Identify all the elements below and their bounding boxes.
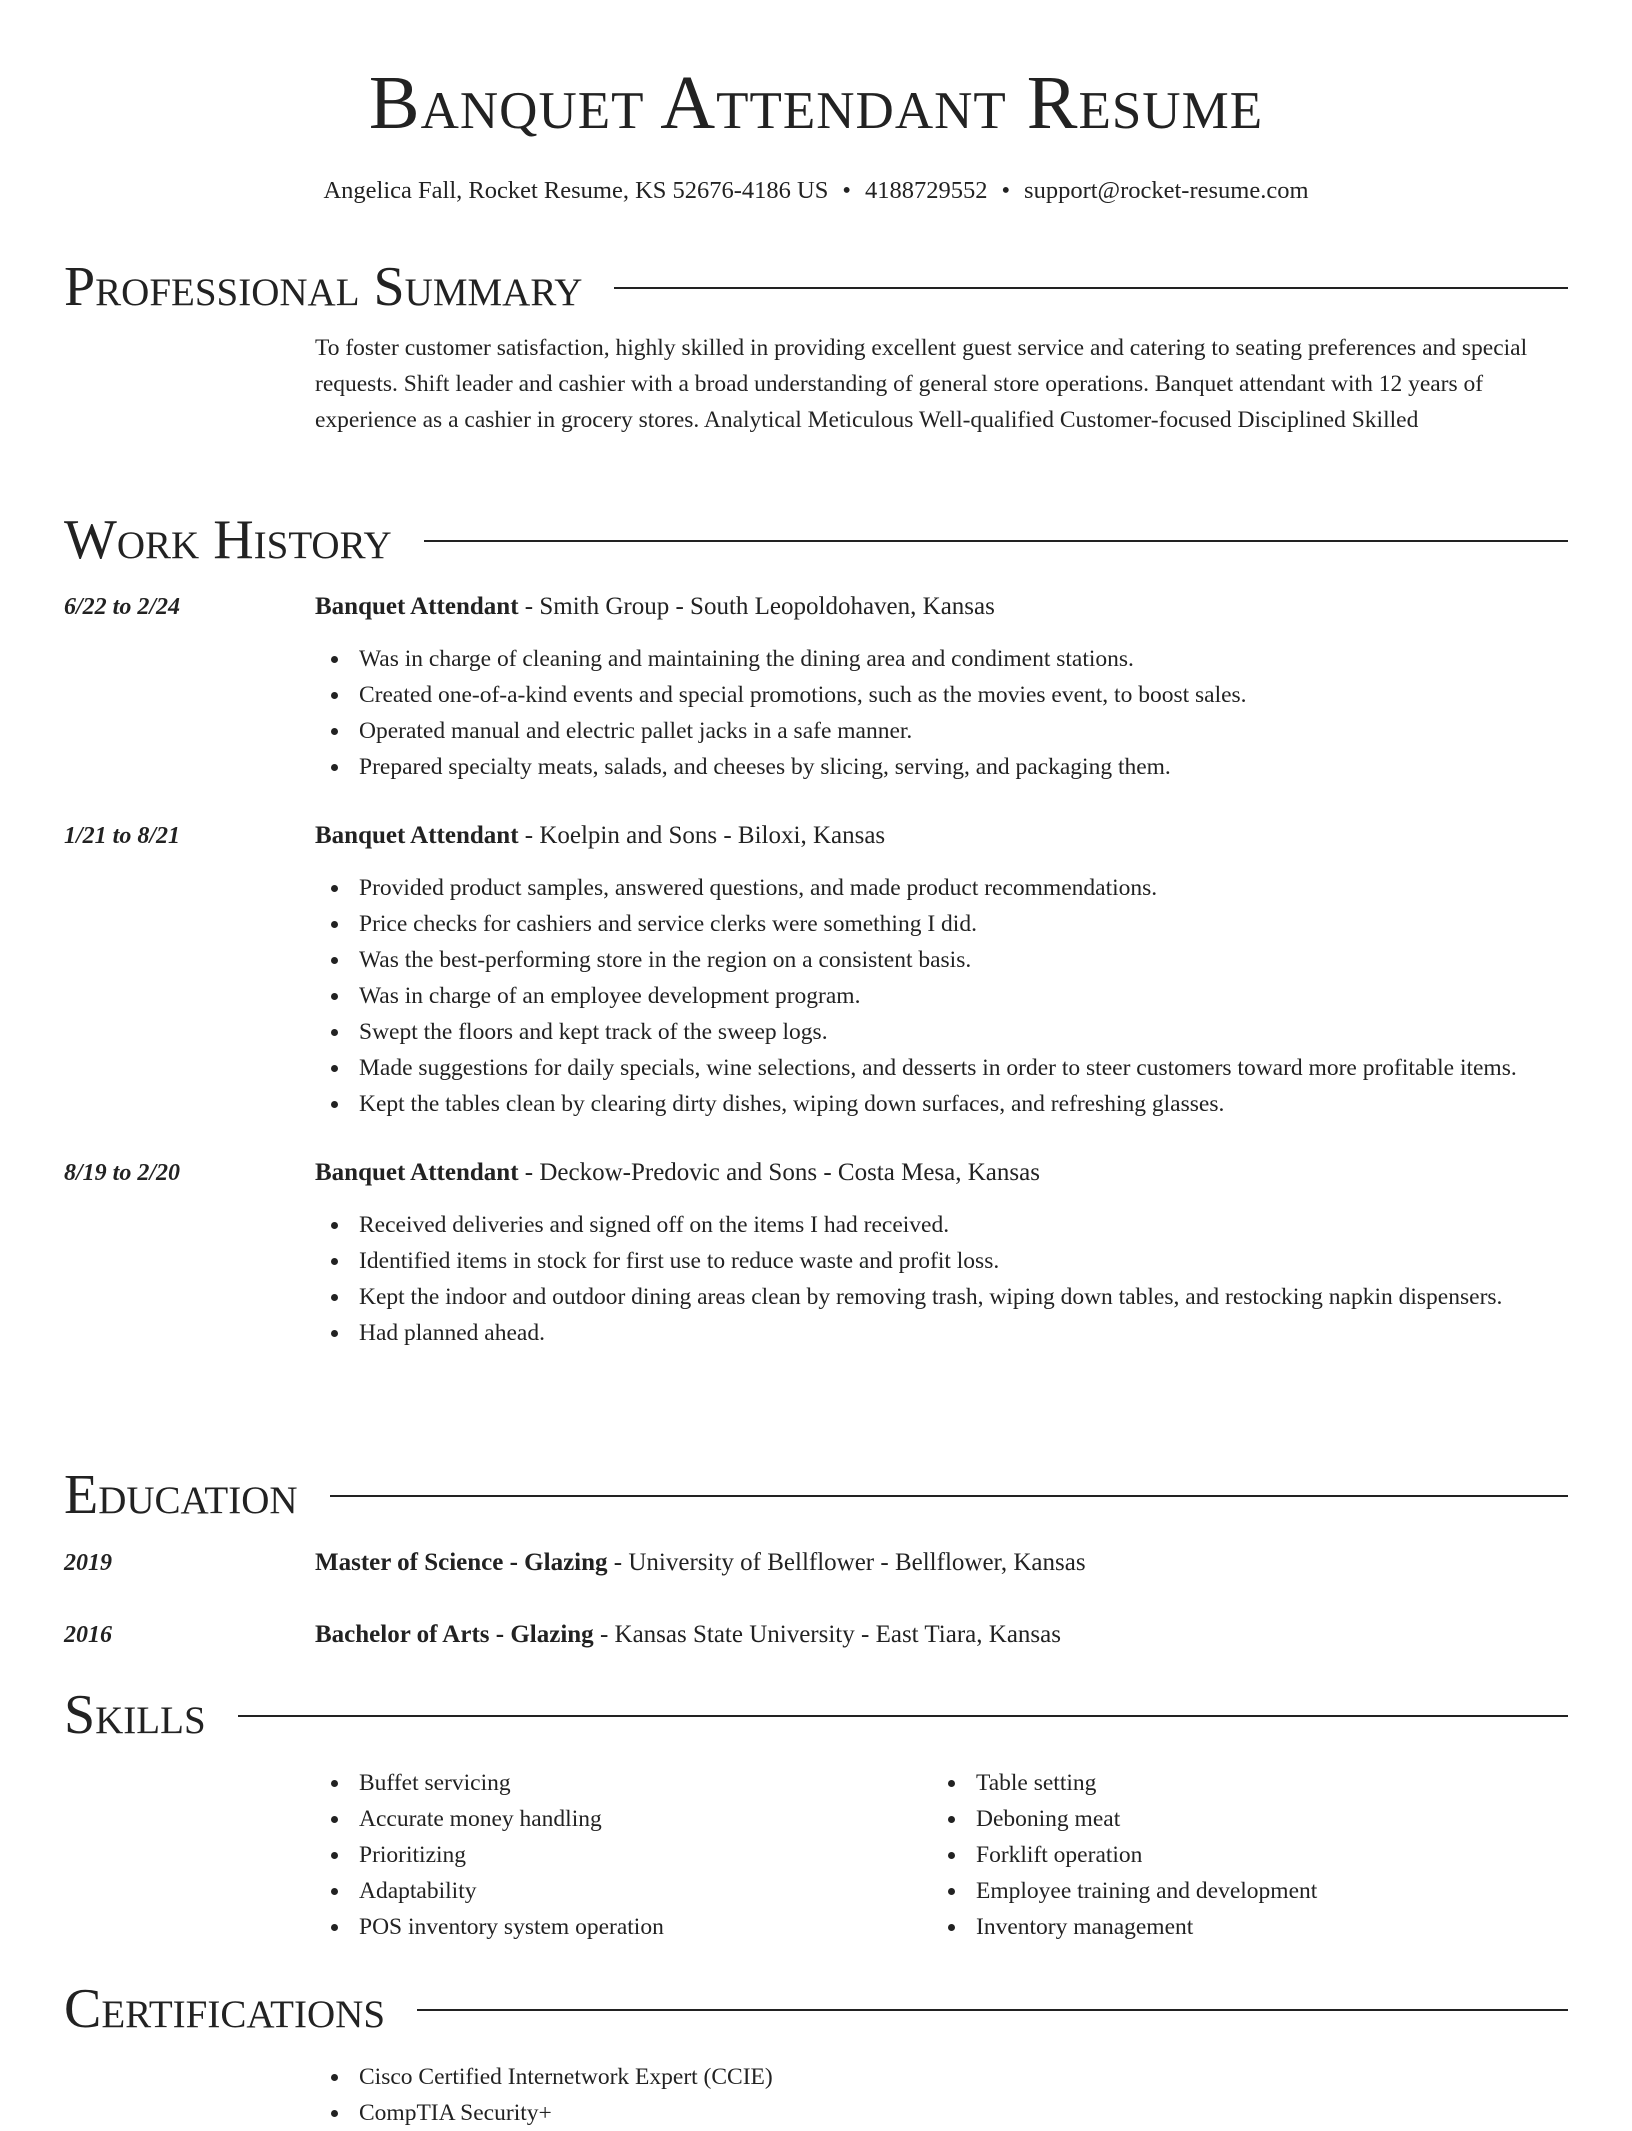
skills-header xyxy=(64,1682,1568,1748)
skill-item: Employee training and development xyxy=(932,1873,1549,1909)
education-heading: Education xyxy=(64,1464,298,1526)
list-item: Kept the indoor and outdoor dining areas clean by removing trash, wiping down tables, and restocking napkin dispensers. xyxy=(315,1279,1568,1315)
skill-item: Inventory management xyxy=(932,1909,1549,1945)
skill-item: Buffet servicing xyxy=(315,1765,932,1801)
job-title-line xyxy=(315,589,1568,625)
skills-heading: Skills xyxy=(64,1684,206,1746)
contact-separator: • xyxy=(842,177,851,204)
job-header xyxy=(64,1155,1568,1191)
job-entry xyxy=(64,818,1568,1122)
list-item: Was the best-performing store in the region on a consistent basis. xyxy=(315,942,1568,978)
list-item: Operated manual and electric pallet jacks in a safe manner. xyxy=(315,713,1568,749)
list-item: Prepared specialty meats, salads, and cheeses by slicing, serving, and packaging them. xyxy=(315,749,1568,785)
skill-item: Forklift operation xyxy=(932,1837,1549,1873)
education-detail xyxy=(315,1617,1568,1653)
contact-address: Angelica Fall, Rocket Resume, KS 52676-4186 US xyxy=(323,177,829,204)
list-item: Was in charge of an employee development program. xyxy=(315,978,1568,1014)
contact-email: support@rocket-resume.com xyxy=(1024,177,1309,204)
section-divider xyxy=(614,287,1568,289)
skill-item: Table setting xyxy=(932,1765,1549,1801)
contact-phone: 4188729552 xyxy=(864,177,988,204)
job-duties xyxy=(315,870,1568,1122)
job-entry xyxy=(64,589,1568,785)
list-item: Swept the floors and kept track of the sweep logs. xyxy=(315,1014,1568,1050)
resume-title: Banquet Attendant Resume xyxy=(368,61,1264,145)
job-dates: 6/22 to 2/24 xyxy=(64,594,181,620)
list-item: Made suggestions for daily specials, wine selections, and desserts in order to steer customers toward more profitable items. xyxy=(315,1050,1568,1086)
job-duties xyxy=(315,641,1568,785)
job-role: Banquet Attendant xyxy=(315,822,519,849)
list-item: Received deliveries and signed off on the items I had received. xyxy=(315,1207,1568,1243)
job-employer: - Deckow-Predovic and Sons - Costa Mesa, Kansas xyxy=(518,1159,1040,1186)
work-history-section xyxy=(64,507,1568,1351)
certification-item: CompTIA Security+ xyxy=(315,2095,1568,2131)
section-divider xyxy=(417,2009,1568,2011)
job-dates: 8/19 to 2/20 xyxy=(64,1160,181,1186)
education-entry xyxy=(64,1617,1568,1653)
list-item: Identified items in stock for first use to reduce waste and profit loss. xyxy=(315,1243,1568,1279)
certification-item: Cisco Certified Internetwork Expert (CCIE) xyxy=(315,2059,1568,2095)
certifications-heading: Certifications xyxy=(64,1978,386,2040)
summary-header xyxy=(64,254,1568,320)
work-history-heading: Work History xyxy=(64,509,392,571)
job-role: Banquet Attendant xyxy=(315,1159,519,1186)
section-divider xyxy=(424,540,1568,542)
education-school: - University of Bellflower - Bellflower, Kansas xyxy=(607,1549,1086,1576)
section-divider xyxy=(330,1495,1568,1497)
job-dates: 1/21 to 8/21 xyxy=(64,823,181,849)
job-title-line xyxy=(315,818,1568,854)
list-item: Kept the tables clean by clearing dirty dishes, wiping down surfaces, and refreshing glasses. xyxy=(315,1086,1568,1122)
education-header xyxy=(64,1462,1568,1528)
job-title-line xyxy=(315,1155,1568,1191)
skill-item: Prioritizing xyxy=(315,1837,932,1873)
job-header xyxy=(64,818,1568,854)
job-role: Banquet Attendant xyxy=(315,593,519,620)
certifications-header xyxy=(64,1976,1568,2042)
education-entry xyxy=(64,1545,1568,1581)
skill-item: Accurate money handling xyxy=(315,1801,932,1837)
education-degree: Master of Science - Glazing xyxy=(315,1549,608,1576)
skill-item: Adaptability xyxy=(315,1873,932,1909)
summary-text: To foster customer satisfaction, highly skilled in providing excellent guest service and catering to seating preferences and special requests. Shift leader and cashier with a broad understanding of general store operations. Banquet attendant with 12 years of experience as a cashier in grocery stores. Analytical Meticulous Well-qualified Customer-focused Disciplined Skilled xyxy=(315,335,1528,433)
skill-item: POS inventory system operation xyxy=(315,1909,932,1945)
summary-heading: Professional Summary xyxy=(64,256,583,318)
contact-line xyxy=(0,174,1632,208)
skills-list xyxy=(315,1765,1568,1945)
list-item: Created one-of-a-kind events and special promotions, such as the movies event, to boost sales. xyxy=(315,677,1568,713)
job-employer: - Koelpin and Sons - Biloxi, Kansas xyxy=(518,822,886,849)
list-item: Provided product samples, answered questions, and made product recommendations. xyxy=(315,870,1568,906)
skills-column-right xyxy=(932,1765,1549,1945)
education-degree: Bachelor of Arts - Glazing xyxy=(315,1621,594,1648)
education-year: 2019 xyxy=(64,1550,112,1576)
list-item: Price checks for cashiers and service clerks were something I did. xyxy=(315,906,1568,942)
list-item: Was in charge of cleaning and maintaining the dining area and condiment stations. xyxy=(315,641,1568,677)
job-header xyxy=(64,589,1568,625)
work-history-header xyxy=(64,507,1568,573)
contact-separator: • xyxy=(1001,177,1011,204)
certifications-list xyxy=(315,2059,1568,2131)
skill-item: Deboning meat xyxy=(932,1801,1549,1837)
job-employer: - Smith Group - South Leopoldohaven, Kansas xyxy=(518,593,995,620)
job-duties xyxy=(315,1207,1568,1351)
job-entry xyxy=(64,1155,1568,1351)
education-section xyxy=(64,1462,1568,1653)
summary-section xyxy=(64,254,1568,438)
skills-column-left xyxy=(315,1765,932,1945)
skills-section xyxy=(64,1682,1568,1945)
section-divider xyxy=(238,1715,1568,1717)
education-school: - Kansas State University - East Tiara, Kansas xyxy=(593,1621,1061,1648)
education-detail xyxy=(315,1545,1568,1581)
list-item: Had planned ahead. xyxy=(315,1315,1568,1351)
education-year: 2016 xyxy=(64,1622,112,1648)
certifications-section xyxy=(64,1976,1568,2131)
